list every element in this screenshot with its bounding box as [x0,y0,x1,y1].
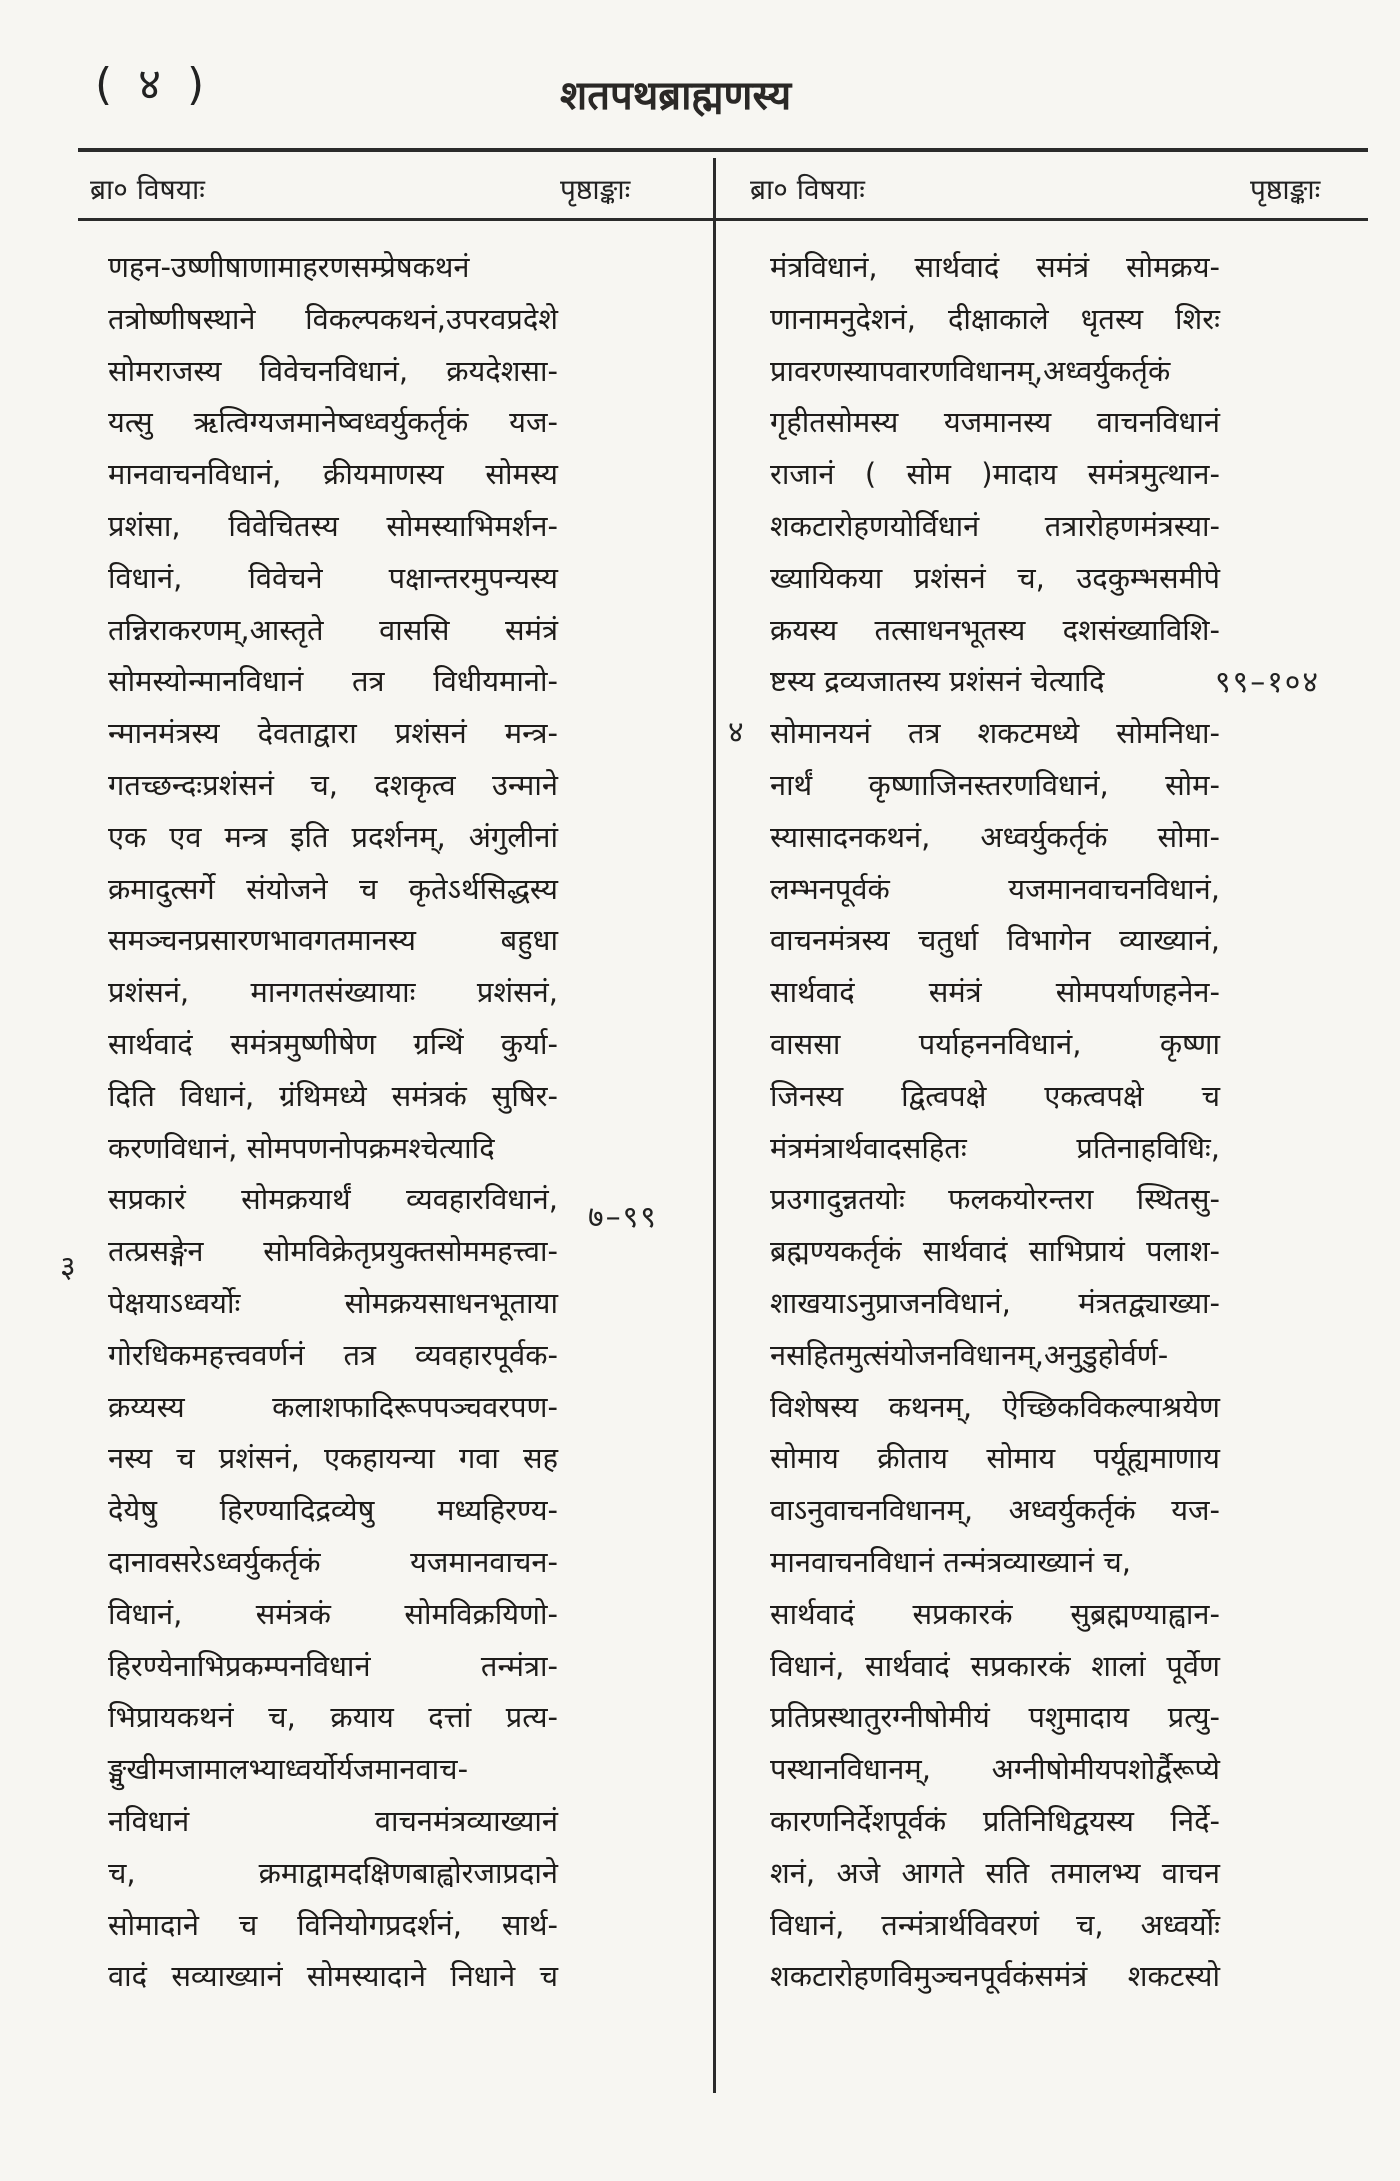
text-line: गतच्छन्दःप्रशंसनं च, दशकृत्व उन्माने [108,767,558,802]
text-line: प्रशंसनं, मानगतसंख्यायाः प्रशंसनं, [108,975,558,1010]
text-line: वाऽनुवाचनविधानम्, अध्वर्युकर्तृकं यज- [770,1493,1220,1528]
text-line: विशेषस्य कथनम्, ऐच्छिकविकल्पाश्रयेण [770,1389,1220,1424]
text-line: पस्थानविधानम्, अग्नीषोमीयपशोर्द्वैरूप्ये [770,1752,1220,1787]
text-line: सोमादाने च विनियोगप्रदर्शनं, सार्थ- [108,1907,558,1942]
text-line: णानामनुदेशनं, दीक्षाकाले धृतस्य शिरः [770,301,1220,336]
text-line: क्रमादुत्सर्गे संयोजने च कृतेऽर्थसिद्धस्य [108,871,558,906]
left-column-heading: ब्रा० विषयाः [90,173,205,206]
text-line: मानवाचनविधानं तन्मंत्रव्याख्यानं च, [770,1544,1131,1579]
text-line: तन्निराकरणम्,आस्तृते वाससि समंत्रं [108,612,558,647]
text-line: देयेषु हिरण्यादिद्रव्येषु मध्यहिरण्य- [108,1493,558,1528]
text-line: च, क्रमाद्वामदक्षिणबाह्वोरजाप्रदाने [108,1855,558,1890]
text-line: मंत्रमंत्रार्थवादसहितः प्रतिनाहविधिः, [770,1130,1220,1165]
running-head: शतपथब्राह्मणस्य [560,73,792,119]
left-column [108,242,558,2003]
text-line: स्यासादनकथनं, अध्वर्युकर्तृकं सोमा- [770,819,1220,854]
text-line: प्रतिप्रस्थातुरग्नीषोमीयं पशुमादाय प्रत्यु- [770,1700,1220,1735]
text-line: क्रय्यस्य कलाशफादिरूपपञ्चवरपण- [108,1389,558,1424]
text-line: गोरधिकमहत्त्ववर्णनं तत्र व्यवहारपूर्वक- [108,1337,558,1372]
text-line: हिरण्येनाभिप्रकम्पनविधानं तन्मंत्रा- [108,1648,558,1683]
text-line: समञ्चनप्रसारणभावगतमानस्य बहुधा [108,923,558,958]
text-line: तत्प्रसङ्गेन सोमविक्रेतृप्रयुक्तसोममहत्त्वा- [108,1234,558,1269]
text-line: जिनस्य द्वित्वपक्षे एकत्वपक्षे च [770,1078,1220,1113]
right-column [770,242,1220,2003]
page-range-7-99: ७–९९ [588,1200,658,1235]
text-line: सार्थवादं सप्रकारकं सुब्रह्मण्याह्वान- [770,1596,1220,1631]
text-line: सप्रकारं सोमक्रयार्थं व्यवहारविधानं, [108,1182,558,1217]
text-line: पेक्षयाऽध्वर्योः सोमक्रयसाधनभूताया [108,1285,558,1320]
text-line: सोमराजस्य विवेचनविधानं, क्रयदेशसा- [108,353,558,388]
text-line: मंत्रविधानं, सार्थवादं समंत्रं सोमक्रय- [770,250,1220,284]
text-line: सोमाय क्रीताय सोमाय पर्यूह्यमाणाय [770,1441,1220,1476]
text-line: णहन-उष्णीषाणामाहरणसम्प्रेषकथनं [108,250,470,284]
text-line: ब्रह्मण्यकर्तृकं सार्थवादं साभिप्रायं पलाश- [770,1234,1220,1269]
text-line: सोमानयनं तत्र शकटमध्ये सोमनिधा- [770,716,1220,751]
text-line: ख्यायिकया प्रशंसनं च, उदकुम्भसमीपे [770,560,1220,595]
entry-number-3: ३ [60,1250,76,1285]
text-line: क्रयस्य तत्साधनभूतस्य दशसंख्याविशि- [770,612,1220,647]
text-line: विधानं, तन्मंत्रार्थविवरणं च, अध्वर्योः [770,1907,1220,1942]
text-line: यत्सु ऋत्विग्यजमानेष्वध्वर्युकर्तृकं यज- [108,405,558,440]
left-page-numbers-heading: पृष्ठाङ्काः [560,173,631,206]
text-line: शनं, अजे आगते सति तमालभ्य वाचन [770,1855,1220,1890]
text-line: नार्थं कृष्णाजिनस्तरणविधानं, सोम- [770,767,1220,802]
text-line: कारणनिर्देशपूर्वकं प्रतिनिधिद्वयस्य निर्दे- [770,1803,1220,1838]
right-page-numbers-heading: पृष्ठाङ्काः [1250,173,1321,206]
header-rule [78,218,1368,221]
text-line: नसहितमुत्संयोजनविधानम्,अनुडुहोर्वर्ण- [770,1337,1169,1372]
text-line: ङ्मुखीमजामालभ्याध्वर्योर्यजमानवाच- [108,1752,469,1787]
text-line: ष्टस्य द्रव्यजातस्य प्रशंसनं चेत्यादि [770,664,1105,699]
top-rule [78,148,1368,152]
text-line: विधानं, विवेचने पक्षान्तरमुपन्यस्य [108,560,558,595]
text-line: वादं सव्याख्यानं सोमस्यादाने निधाने च [108,1959,558,1994]
text-line: प्रउगादुन्नतयोः फलकयोरन्तरा स्थितसु- [770,1182,1220,1217]
text-line: शकटारोहणविमुञ्चनपूर्वकंसमंत्रं शकटस्यो [770,1959,1220,1994]
text-line: दिति विधानं, ग्रंथिमध्ये समंत्रकं सुषिर- [108,1078,558,1113]
text-line: वाससा पर्याहननविधानं, कृष्णा [770,1026,1220,1061]
text-line: प्रावरणस्यापवारणविधानम्,अध्वर्युकर्तृकं [770,353,1171,388]
text-line: न्मानमंत्रस्य देवताद्वारा प्रशंसनं मन्त्र- [108,716,558,751]
page-range-99-104: ९९–१०४ [1215,665,1320,700]
text-line: नस्य च प्रशंसनं, एकहायन्या गवा सह [108,1441,558,1476]
text-line: सार्थवादं समंत्रं सोमपर्याणहनेन- [770,975,1220,1010]
text-line: शाखयाऽनुप्राजनविधानं, मंत्रतद्व्याख्या- [770,1285,1220,1320]
text-line: एक एव मन्त्र इति प्रदर्शनम्, अंगुलीनां [108,819,558,854]
text-line: तत्रोष्णीषस्थाने विकल्पकथनं,उपरवप्रदेशे [108,301,558,336]
text-line: वाचनमंत्रस्य चतुर्धा विभागेन व्याख्यानं, [770,923,1220,958]
text-line: प्रशंसा, विवेचितस्य सोमस्याभिमर्शन- [108,508,558,543]
text-line: भिप्रायकथनं च, क्रयाय दत्तां प्रत्य- [108,1700,558,1735]
page-number: ( ४ ) [95,59,211,110]
text-line: विधानं, सार्थवादं सप्रकारकं शालां पूर्वेण [770,1648,1220,1683]
text-line: सोमस्योन्मानविधानं तत्र विधीयमानो- [108,664,558,699]
right-column-heading: ब्रा० विषयाः [750,173,865,206]
column-divider [713,158,716,2093]
text-line: दानावसरेऽध्वर्युकर्तृकं यजमानवाचन- [108,1544,558,1579]
text-line: सार्थवादं समंत्रमुष्णीषेण ग्रन्थिं कुर्या- [108,1026,558,1061]
entry-number-4: ४ [728,715,744,750]
text-line: शकटारोहणयोर्विधानं तत्रारोहणमंत्रस्या- [770,508,1220,543]
text-line: गृहीतसोमस्य यजमानस्य वाचनविधानं [770,405,1220,440]
text-line: लम्भनपूर्वकं यजमानवाचनविधानं, [770,871,1220,906]
text-line: राजानं ( सोम )मादाय समंत्रमुत्थान- [770,457,1220,492]
text-line: करणविधानं, सोमपणनोपक्रमश्चेत्यादि [108,1130,495,1165]
text-line: नविधानं वाचनमंत्रव्याख्यानं [108,1803,558,1838]
text-line: विधानं, समंत्रकं सोमविक्रयिणो- [108,1596,558,1631]
text-line: मानवाचनविधानं, क्रीयमाणस्य सोमस्य [108,457,558,492]
